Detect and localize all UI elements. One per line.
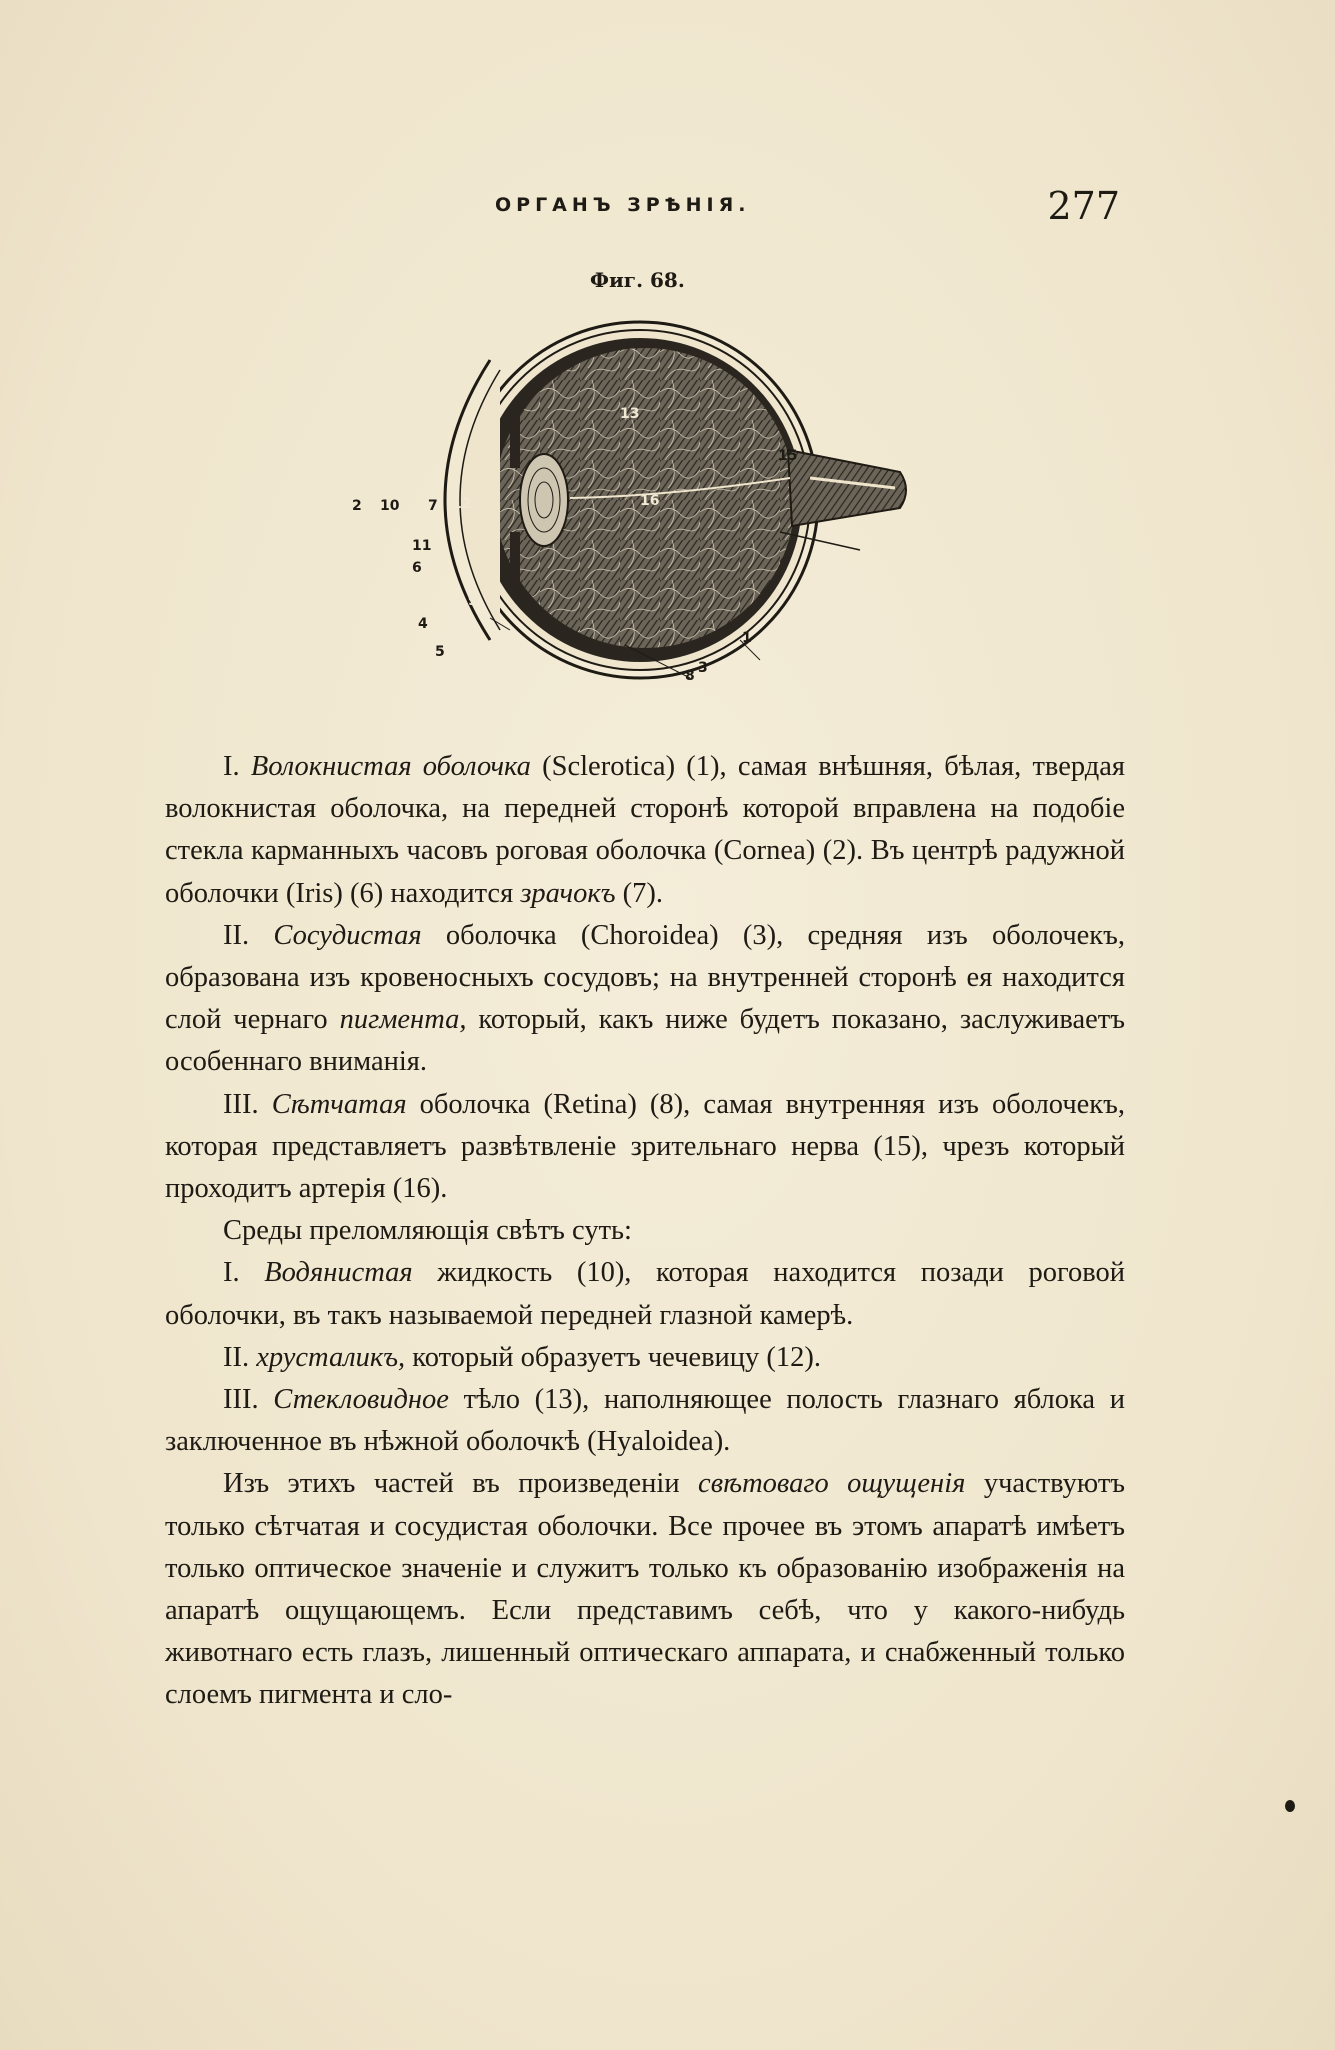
paragraph-text: тѣло (13), наполняющее полость глазнаго яблока и заключенное въ нѣжной оболочкѣ (Hyaloidea).	[165, 1384, 1125, 1458]
label-8: 8	[685, 668, 695, 684]
italic-term: Волокнистая оболочка	[250, 751, 531, 782]
paragraph-text: который образуетъ чечевицу (12).	[412, 1341, 822, 1373]
paragraph-text: (Sclerotica) (1), самая внѣшняя, бѣлая, твердая волокнистая оболочка, на передней сторонѣ которой вправлена на подобіе стекла карманныхъ часовъ роговая оболочка (Cornea) (2). Въ центрѣ радужной оболочки (Iris) (6) находится	[165, 751, 1125, 909]
item-number: I.	[223, 1257, 240, 1289]
body-text	[165, 746, 1125, 1717]
label-4: 4	[418, 616, 428, 632]
label-16: 16	[640, 493, 660, 509]
page-header	[160, 184, 1120, 230]
item-number: III.	[223, 1384, 259, 1416]
label-6: 6	[412, 560, 422, 576]
paragraph-vitreous	[165, 1379, 1125, 1463]
label-7: 7	[428, 498, 438, 514]
eye-diagram-svg	[340, 300, 940, 720]
paragraph-sclerotica	[165, 746, 1125, 915]
italic-term: Сѣтчатая	[271, 1088, 407, 1120]
italic-term: пигмента,	[339, 1004, 467, 1036]
paragraph-text: (7).	[622, 877, 664, 909]
label-2: 2	[352, 498, 362, 514]
italic-term: хрусталикъ,	[256, 1341, 406, 1373]
running-head: ОРГАНЪ ЗРѢНІЯ.	[495, 194, 751, 216]
italic-term: Стекловидное	[273, 1384, 449, 1416]
paragraph-text: оболочка (Retina) (8), самая внутренняя изъ оболочекъ, которая представляетъ развѣтвленіе зрительнаго нерва (15), чрезъ который проходитъ артерія (16).	[165, 1088, 1126, 1205]
item-number: II.	[223, 919, 250, 951]
paragraph-conclusion	[165, 1463, 1125, 1716]
italic-term: зрачокъ	[520, 877, 616, 909]
label-10: 10	[380, 498, 400, 514]
paragraph-text: который, какъ ниже будетъ показано, заслуживаетъ особеннаго вниманія.	[165, 1004, 1125, 1078]
label-1: 1	[742, 630, 752, 646]
paragraph-text: участвуютъ только сѣтчатая и сосудистая оболочки. Все прочее въ этомъ апаратѣ имѣетъ только оптическое значеніе и служитъ только къ образованію изображенія на апаратѣ ощущающемъ. Если представимъ себѣ, что у какого-нибудь животнаго есть глазъ, лишенный оптическаго аппарата, и снабженный только слоемъ пигмента и сло-	[165, 1468, 1126, 1711]
figure-caption: Фиг. 68.	[590, 268, 685, 292]
paragraph-aqueous	[165, 1252, 1125, 1336]
paragraph-text: жидкость (10), которая находится позади роговой оболочки, въ такъ называемой передней глазной камерѣ.	[165, 1257, 1125, 1331]
italic-term: Сосудистая	[273, 919, 422, 951]
paragraph-text: оболочка (Choroidea) (3), средняя изъ оболочекъ, образована изъ кровеносныхъ сосудовъ; на внутренней сторонѣ ея находится слой чернаго	[165, 919, 1126, 1036]
eye-anatomy-illustration	[340, 300, 940, 720]
italic-term: свѣтоваго ощущенія	[698, 1468, 966, 1500]
iris	[510, 410, 520, 468]
label-3: 3	[698, 660, 708, 676]
paragraph-text: Изъ этихъ частей въ произведеніи	[223, 1468, 680, 1500]
label-11: 11	[412, 538, 432, 554]
italic-term: Водянистая	[264, 1257, 413, 1289]
paragraph-lens	[165, 1337, 1125, 1379]
label-13: 13	[620, 406, 640, 422]
label-12: 12	[452, 496, 472, 512]
ink-speck	[1285, 1800, 1295, 1812]
label-9: 9	[468, 593, 478, 609]
paragraph-text: Среды преломляющія свѣтъ суть:	[223, 1215, 632, 1247]
item-number: II.	[223, 1341, 250, 1373]
item-number: I.	[223, 751, 240, 782]
paragraph-media-intro	[165, 1210, 1125, 1252]
label-15: 15	[778, 448, 798, 464]
label-5: 5	[435, 644, 445, 660]
paragraph-retina	[165, 1084, 1125, 1211]
item-number: III.	[223, 1088, 259, 1120]
paragraph-choroidea	[165, 915, 1125, 1084]
page-number: 277	[1047, 184, 1120, 228]
